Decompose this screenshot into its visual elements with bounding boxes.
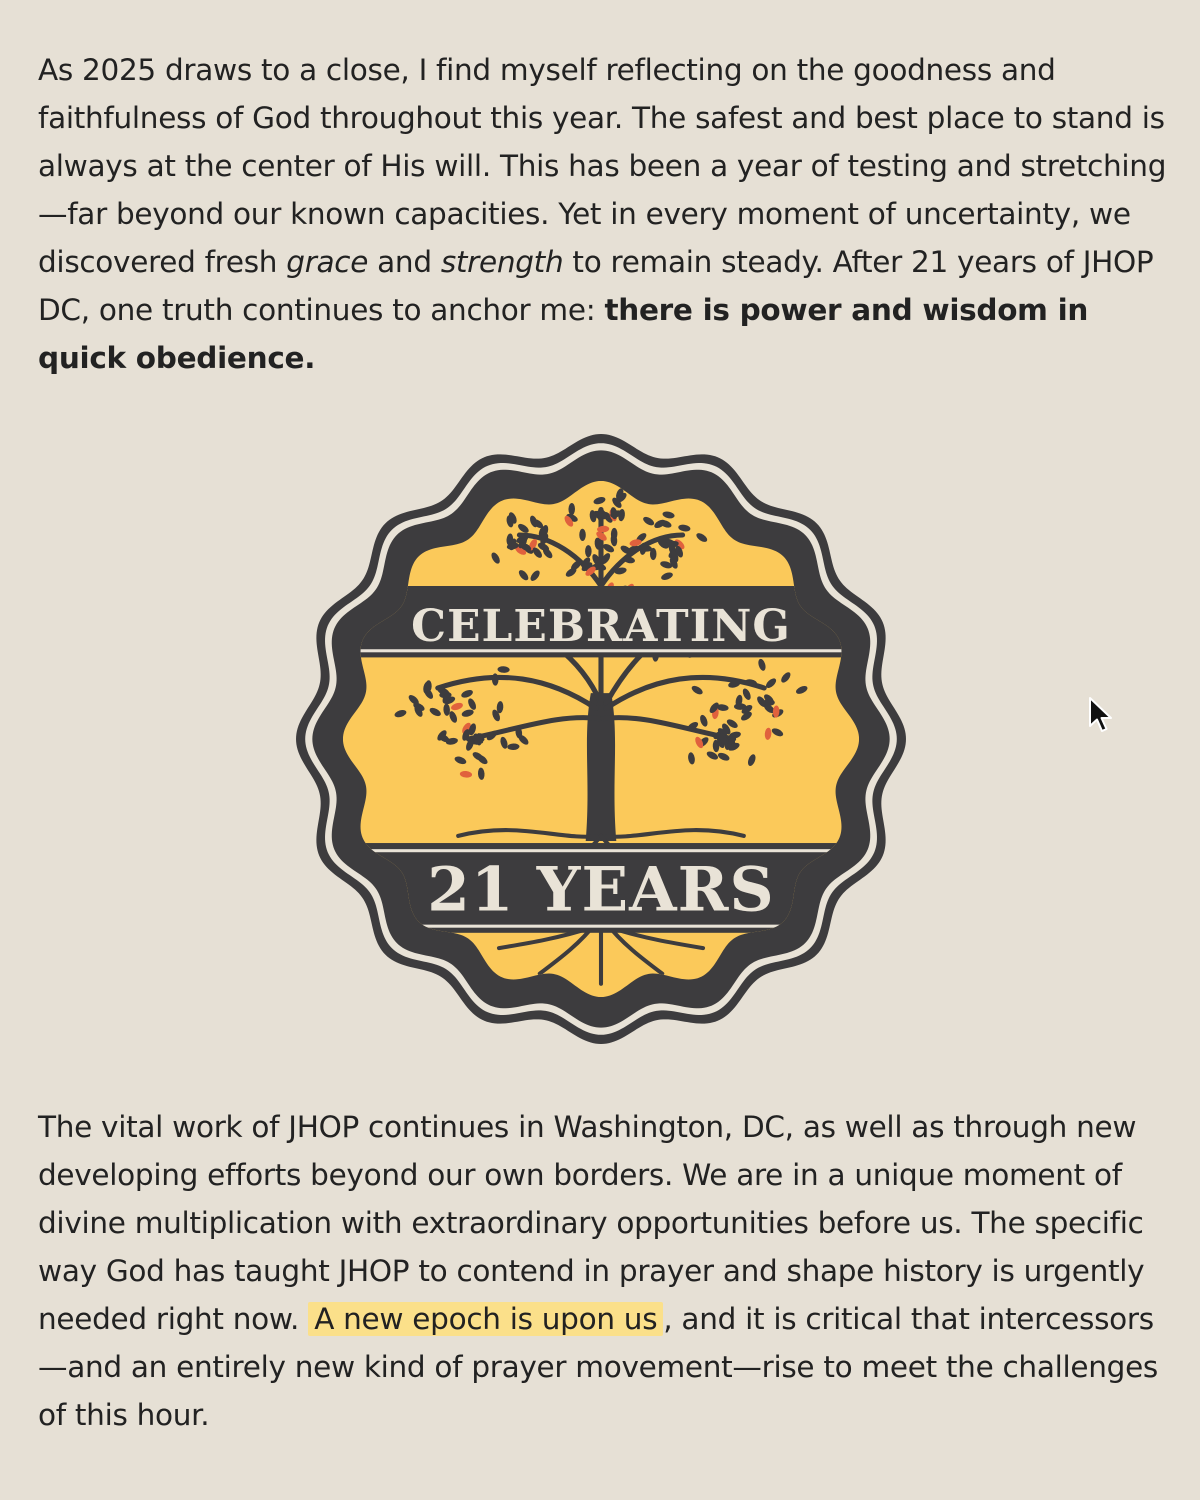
intro-text: As 2025 draws to a close, I find myself reflecting on the goodness and faithfulness of God throughout this year. The safest and best place to stand is always at the center of His will. This has been a year of testing and stretching—far beyond our known capacities. Yet in every moment of uncertainty, we discovered fresh — [38, 53, 1167, 279]
body-paragraph — [38, 1103, 1168, 1439]
celebrating-badge — [295, 433, 907, 1045]
badge-bottom-text: 21 YEARS — [427, 854, 775, 926]
body-text: The vital work of JHOP continues in Washington, DC, as well as through new developing efforts beyond our own borders. We are in a unique moment of divine multiplication with extraordinary opportunities before us. The specific way God has taught JHOP to contend in prayer and shape history is urgently needed right now. — [38, 1110, 1145, 1336]
bottom-banner-line — [295, 849, 907, 852]
intro-paragraph — [38, 46, 1168, 382]
and-text: and — [368, 245, 441, 279]
bold-statement: there is power and wisdom in quick obedience. — [38, 293, 1089, 375]
arrow-cursor-icon — [1088, 696, 1114, 736]
strength-word: strength — [440, 245, 564, 279]
body-outro: , and it is critical that intercessors—and an entirely new kind of prayer movement—rise to meet the challenges of this hour. — [38, 1302, 1158, 1432]
badge-top-text: CELEBRATING — [411, 601, 791, 653]
middle-text: to remain steady. After 21 years of JHOP DC, one truth continues to anchor me: — [38, 245, 1154, 327]
highlighted-phrase: A new epoch is upon us — [308, 1302, 663, 1336]
grace-word: grace — [286, 245, 369, 279]
